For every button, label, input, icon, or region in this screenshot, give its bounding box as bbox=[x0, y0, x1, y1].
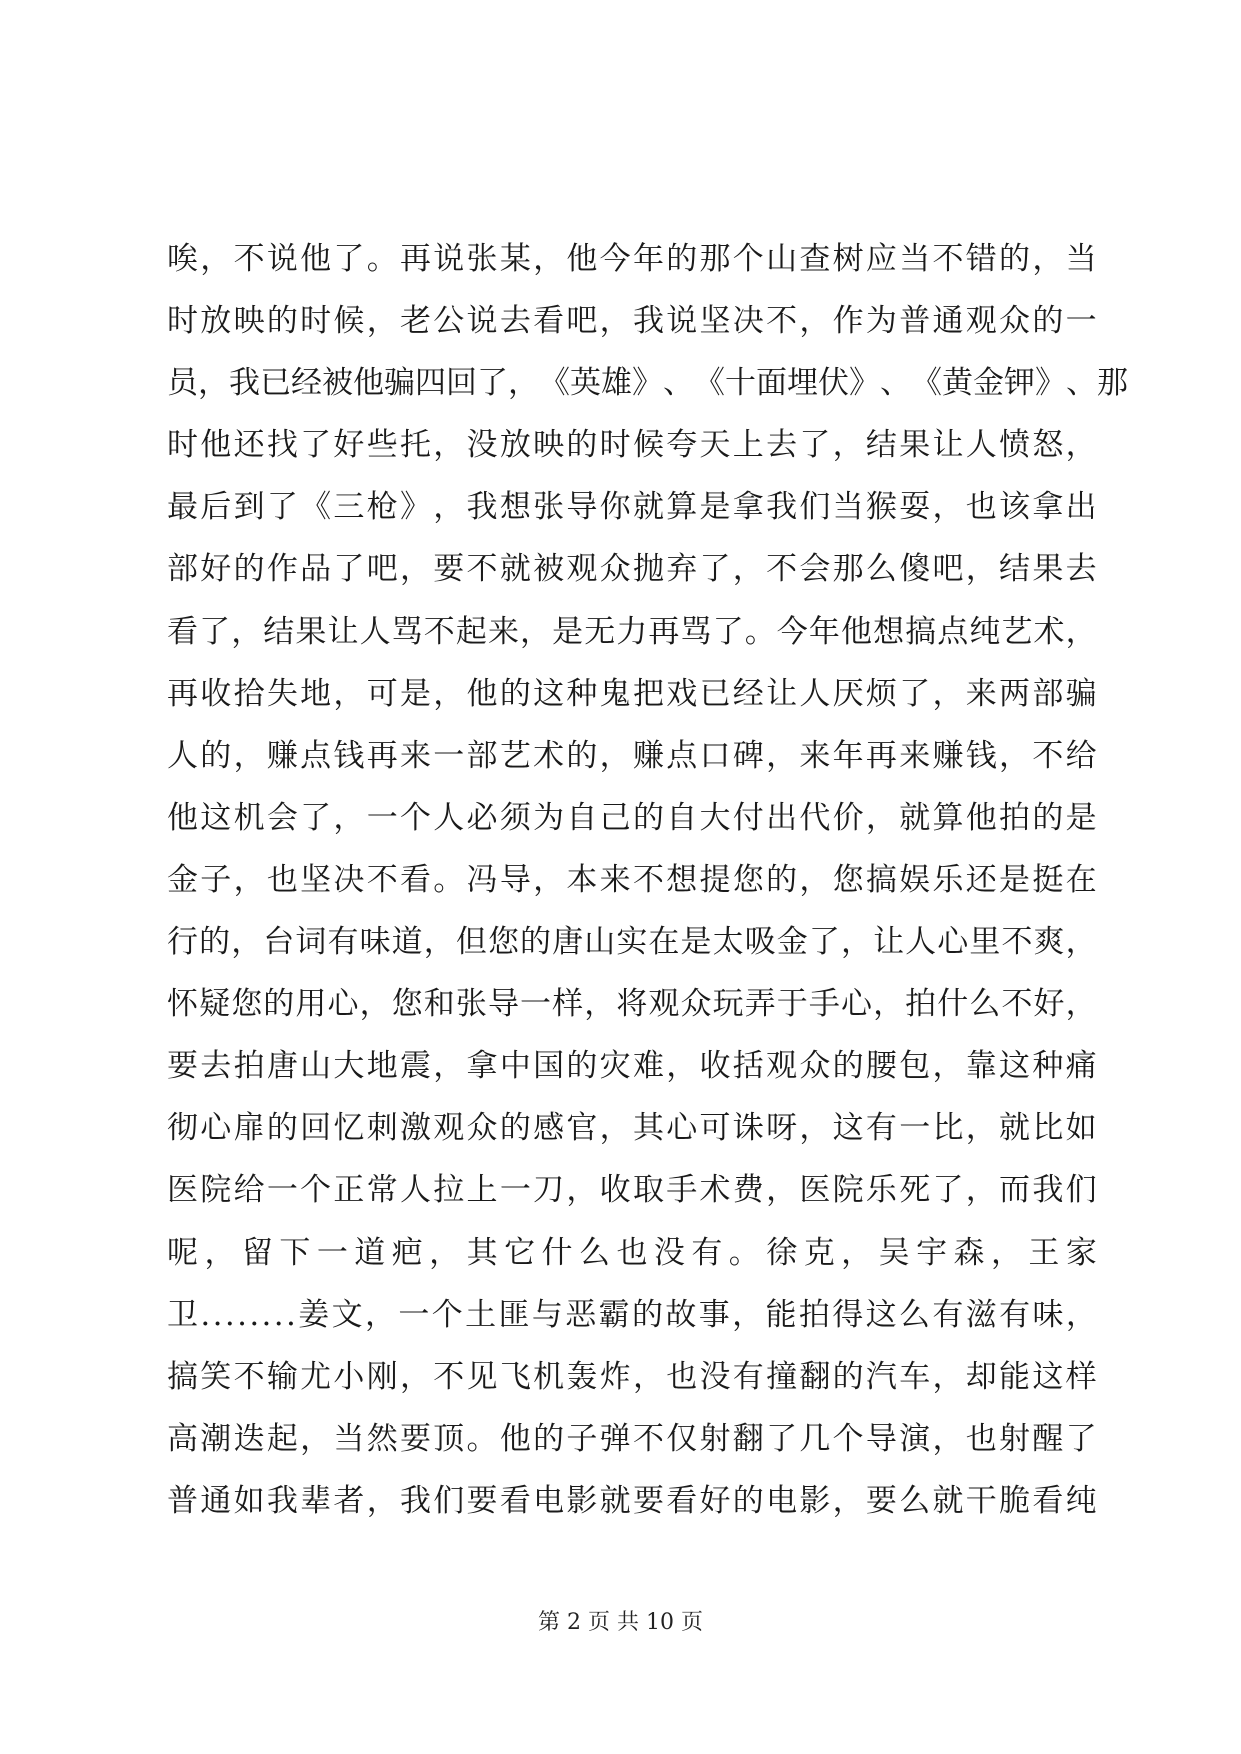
text-line-13: 怀 疑 您 的 用 心 ， 您 和 张 导 一 样 ， 将 观 众 玩 弄 于 手 心 ， 拍 什 么 不 好 ， bbox=[167, 986, 1097, 1023]
text-line-5: 最 后 到 了 《 三 枪 》 ， 我 想 张 导 你 就 算 是 拿 我 们 当 猴 耍 ， 也 该 拿 出 bbox=[167, 489, 1097, 526]
text-line-18: 卫 . . . . . . . . 姜 文 ， 一 个 土 匪 与 恶 霸 的 故 事 ， 能 拍 得 这 么 有 滋 有 味 ， bbox=[167, 1296, 1097, 1333]
text-line-2: 时 放 映 的 时 候 ， 老 公 说 去 看 吧 ， 我 说 坚 决 不 ， 作 为 普 通 观 众 的 一 bbox=[167, 303, 1097, 340]
text-line-14: 要 去 拍 唐 山 大 地 震 ， 拿 中 国 的 灾 难 ， 收 括 观 众 的 腰 包 ， 靠 这 种 痛 bbox=[167, 1048, 1097, 1085]
page-footer: 第 2 页 共 10 页 bbox=[538, 1610, 703, 1635]
text-line-7: 看 了 ， 结 果 让 人 骂 不 起 来 ， 是 无 力 再 骂 了 。 今 年 他 想 搞 点 纯 艺 术 ， bbox=[167, 613, 1097, 650]
body-text bbox=[167, 228, 1128, 1532]
text-line-19: 搞 笑 不 输 尤 小 刚 ， 不 见 飞 机 轰 炸 ， 也 没 有 撞 翻 的 汽 车 ， 却 能 这 样 bbox=[167, 1358, 1097, 1395]
text-line-12: 行 的 ， 台 词 有 味 道 ， 但 您 的 唐 山 实 在 是 太 吸 金 了 ， 让 人 心 里 不 爽 ， bbox=[167, 924, 1097, 961]
text-line-9: 人 的 ， 赚 点 钱 再 来 一 部 艺 术 的 ， 赚 点 口 碑 ， 来 年 再 来 赚 钱 ， 不 给 bbox=[167, 737, 1097, 774]
text-line-1: 唉 ， 不 说 他 了 。 再 说 张 某 ， 他 今 年 的 那 个 山 查 树 应 当 不 错 的 ， 当 bbox=[167, 241, 1097, 277]
text-line-17: 呢 ， 留 下 一 道 疤 ， 其 它 什 么 也 没 有 。 徐 克 ， 吴 宇 森 ， 王 家 bbox=[167, 1234, 1097, 1271]
text-line-4: 时 他 还 找 了 好 些 托 ， 没 放 映 的 时 候 夸 天 上 去 了 ， 结 果 让 人 愤 怒 ， bbox=[167, 427, 1097, 464]
text-line-10: 他 这 机 会 了 ， 一 个 人 必 须 为 自 己 的 自 大 付 出 代 价 ， 就 算 他 拍 的 是 bbox=[167, 799, 1097, 836]
text-line-21: 普 通 如 我 辈 者 ， 我 们 要 看 电 影 就 要 看 好 的 电 影 ， 要 么 就 干 脆 看 纯 bbox=[167, 1482, 1097, 1519]
text-line-8: 再 收 拾 失 地 ， 可 是 ， 他 的 这 种 鬼 把 戏 已 经 让 人 厌 烦 了 ， 来 两 部 骗 bbox=[167, 675, 1097, 712]
text-line-15: 彻 心 扉 的 回 忆 刺 激 观 众 的 感 官 ， 其 心 可 诛 呀 ， 这 有 一 比 ， 就 比 如 bbox=[167, 1110, 1097, 1147]
text-line-16: 医 院 给 一 个 正 常 人 拉 上 一 刀 ， 收 取 手 术 费 ， 医 院 乐 死 了 ， 而 我 们 bbox=[167, 1172, 1097, 1209]
text-line-3: 员 ， 我 已 经 被 他 骗 四 回 了 ， 《 英 雄 》 、 《 十 面 埋 伏 》 、 《 黄 金 钾 》 、 那 bbox=[167, 365, 1128, 402]
text-line-20: 高 潮 迭 起 ， 当 然 要 顶 。 他 的 子 弹 不 仅 射 翻 了 几 个 导 演 ， 也 射 醒 了 bbox=[167, 1420, 1097, 1457]
text-line-6: 部 好 的 作 品 了 吧 ， 要 不 就 被 观 众 抛 弃 了 ， 不 会 那 么 傻 吧 ， 结 果 去 bbox=[167, 551, 1097, 588]
text-line-11: 金 子 ， 也 坚 决 不 看 。 冯 导 ， 本 来 不 想 提 您 的 ， 您 搞 娱 乐 还 是 挺 在 bbox=[167, 861, 1097, 898]
